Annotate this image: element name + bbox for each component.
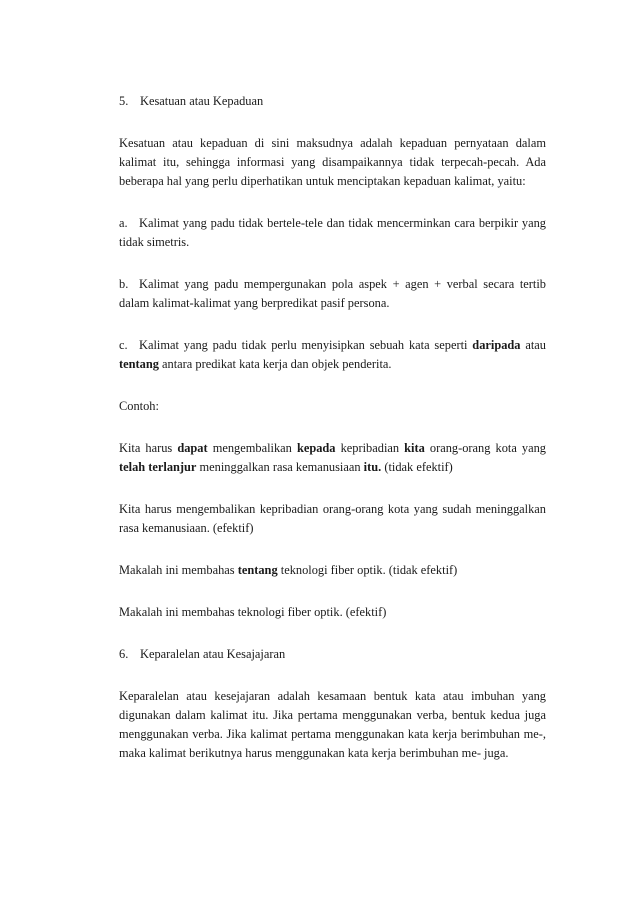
example-1-text-4: orang-orang kota yang — [424, 441, 547, 455]
section-5-title: Kesatuan atau Kepaduan — [140, 94, 264, 108]
section-6-number: 6. — [119, 647, 129, 661]
section-6-body: Keparalelan atau kesejajaran adalah kesamaan bentuk kata atau imbuhan yang digunakan dalam kalimat itu. Jika pertama menggunakan verba, bentuk kedua juga menggunakan verba. Jika kalimat pertama menggunakan kata kerja berimbuhan me-, maka kalimat berikutnya harus menggunakan kata kerja berimbuhan me- juga. — [119, 689, 546, 760]
list-item-c — [119, 336, 546, 374]
contoh-label: Contoh: — [119, 399, 159, 413]
section-6-heading — [119, 645, 546, 664]
list-item-c-text-2: atau — [520, 338, 546, 352]
section-5-intro: Kesatuan atau kepaduan di sini maksudnya adalah kepaduan pernyataan dalam kalimat itu, sehingga informasi yang disampaikannya tidak terpecah-pecah. Ada beberapa hal yang perlu diperhatikan untuk menciptakan kepaduan kalimat, yaitu: — [119, 136, 546, 188]
example-1-text-2: mengembalikan — [207, 441, 297, 455]
example-1-bold-4: telah terlanjur — [119, 460, 197, 474]
example-1-bold-2: kepada — [296, 441, 336, 455]
example-1-bold-1: dapat — [177, 441, 208, 455]
example-1-text-6: (tidak efektif) — [381, 460, 453, 474]
list-marker-b: b. — [119, 277, 129, 291]
section-5-heading — [119, 92, 546, 111]
example-3 — [119, 561, 546, 580]
example-1 — [119, 439, 546, 477]
list-item-a — [119, 214, 546, 252]
list-marker-a: a. — [119, 216, 128, 230]
list-item-c-text-3: antara predikat kata kerja dan objek penderita. — [158, 357, 392, 371]
list-item-b-text: Kalimat yang padu mempergunakan pola aspek + agen + verbal secara tertib dalam kalimat-kalimat yang berpredikat pasif persona. — [119, 277, 546, 310]
section-5-number: 5. — [119, 94, 129, 108]
document-content — [119, 92, 546, 786]
list-item-b — [119, 275, 546, 313]
example-3-bold-1: tentang — [237, 563, 278, 577]
list-item-c-text-1: Kalimat yang padu tidak perlu menyisipkan sebuah kata seperti — [139, 338, 473, 352]
example-2: Kita harus mengembalikan kepribadian orang-orang kota yang sudah meninggalkan rasa kemanusiaan. (efektif) — [119, 502, 546, 535]
list-item-a-text: Kalimat yang padu tidak bertele-tele dan tidak mencerminkan cara berpikir yang tidak simetris. — [119, 216, 546, 249]
example-1-bold-3: kita — [404, 441, 425, 455]
bold-word-daripada: daripada — [472, 338, 521, 352]
example-1-text-3: kepribadian — [335, 441, 405, 455]
example-4: Makalah ini membahas teknologi fiber optik. (efektif) — [119, 605, 387, 619]
example-1-text-1: Kita harus — [119, 441, 178, 455]
example-1-text-5: meninggalkan rasa kemanusiaan — [196, 460, 364, 474]
example-3-text-1: Makalah ini membahas — [119, 563, 238, 577]
example-3-text-2: teknologi fiber optik. (tidak efektif) — [277, 563, 458, 577]
list-marker-c: c. — [119, 338, 128, 352]
section-6-title: Keparalelan atau Kesajajaran — [140, 647, 286, 661]
example-1-bold-5: itu. — [363, 460, 382, 474]
bold-word-tentang: tentang — [119, 357, 159, 371]
